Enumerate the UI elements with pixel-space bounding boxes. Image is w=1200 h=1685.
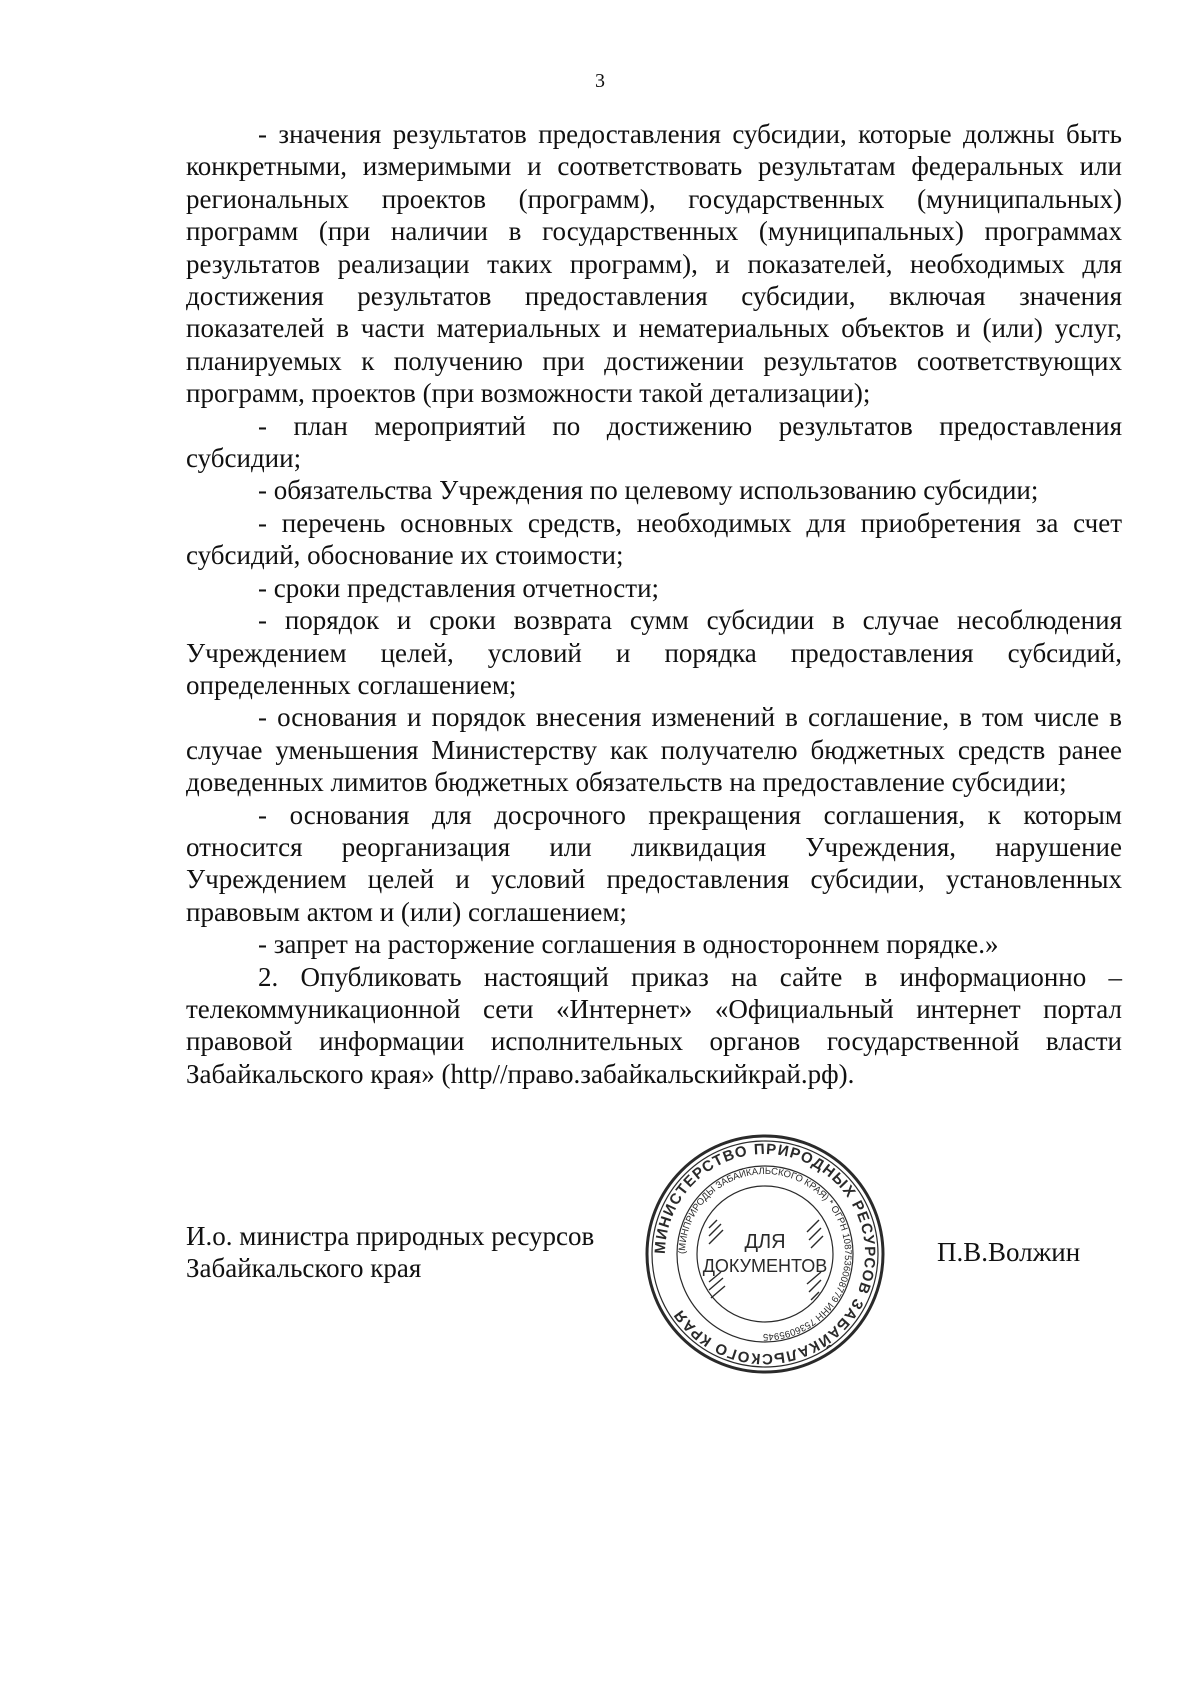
- list-item-subsidy-result-values: - значения результатов предоставления субсидии, которые должны быть конкретными, измеримыми и соответствовать результатам федеральных или региональных проектов (программ), государственных (муниципальных) программ (при наличии в государственных (муниципальных) программах результатов реализации таких программ), и показателей, необходимых для достижения результатов предоставления субсидии, включая значения показателей в части материальных и нематериальных объектов и (или) услуг, планируемых к получению при достижении результатов соответствующих программ, проектов (при возможности такой детализации);: [186, 119, 1122, 409]
- document-body: [186, 118, 1122, 1090]
- stamp-inner-ring-text: (МИНПРИРОДЫ ЗАБАЙКАЛЬСКОГО КРАЯ) * ОГРН 1087536008779 ИНН 7536095945: [676, 1165, 854, 1343]
- signatory-position: [186, 1220, 594, 1285]
- list-item-refund-procedure: - порядок и сроки возврата сумм субсидии в случае несоблюдения Учреждением целей, условий и порядка предоставления субсидий, определенных соглашением;: [186, 605, 1122, 700]
- stamp-center-line2: ДОКУМЕНТОВ: [702, 1256, 828, 1276]
- list-item-action-plan: - план мероприятий по достижению результатов предоставления субсидии;: [186, 410, 1122, 474]
- list-item-fixed-assets-list: - перечень основных средств, необходимых для приобретения за счет субсидий, обоснование их стоимости;: [186, 507, 1122, 571]
- svg-text:(МИНПРИРОДЫ ЗАБАЙКАЛЬСКОГО КРА: [677, 1166, 853, 1342]
- list-item-reporting-deadlines: - сроки представления отчетности;: [258, 572, 660, 603]
- numbered-clause-publication: 2. Опубликовать настоящий приказ на сайте в информационно – телекоммуникационной сети «Интернет» «Официальный интернет портал правовой информации исполнительных органов государственной власти Забайкальского края» (http//право.забайкальскийкрай.рф).: [186, 961, 1122, 1089]
- official-seal-stamp: [643, 1132, 887, 1376]
- list-item-unilateral-termination-ban: - запрет на расторжение соглашения в одностороннем порядке.»: [258, 929, 999, 960]
- list-item-institution-obligations: - обязательства Учреждения по целевому использованию субсидии;: [258, 475, 1039, 506]
- signatory-position-line2: Забайкальского края: [186, 1253, 422, 1284]
- list-item-early-termination-grounds: - основания для досрочного прекращения соглашения, к которым относится реорганизация или ликвидация Учреждения, нарушение Учреждением целей и условий предоставления субсидии, установленных правовым актом и (или) соглашением;: [186, 799, 1122, 927]
- stamp-center-line1: ДЛЯ: [744, 1231, 786, 1253]
- stamp-outer-ring-text: МИНИСТЕРСТВО ПРИРОДНЫХ РЕСУРСОВ ЗАБАЙКАЛЬСКОГО КРАЯ: [651, 1140, 879, 1368]
- list-item-amendment-grounds: - основания и порядок внесения изменений в соглашение, в том числе в случае уменьшения Министерству как получателю бюджетных средств ранее доведенных лимитов бюджетных обязательств на предоставление субсидии;: [186, 702, 1122, 798]
- signatory-position-line1: И.о. министра природных ресурсов: [186, 1221, 595, 1251]
- page-number: 3: [595, 70, 605, 92]
- signatory-name: П.В.Волжин: [937, 1237, 1081, 1267]
